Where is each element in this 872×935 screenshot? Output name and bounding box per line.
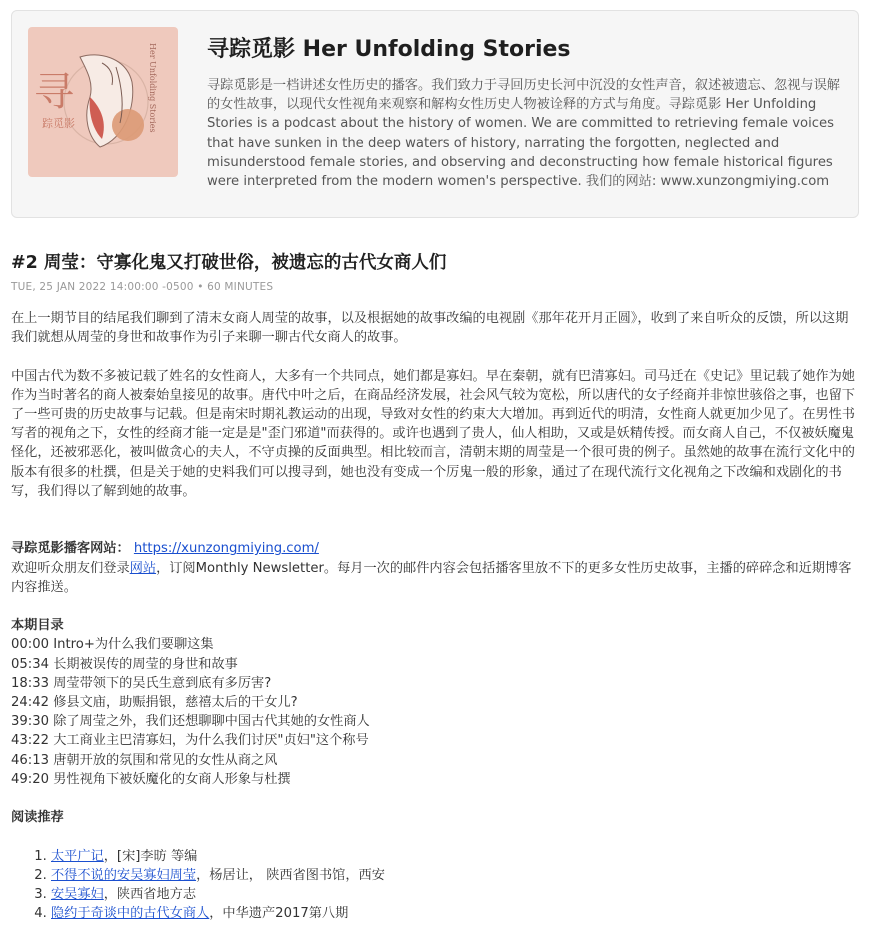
toc-item: 39:30 除了周莹之外，我们还想聊聊中国古代其她的女性商人 xyxy=(11,714,370,730)
reading-link[interactable]: 不得不说的安吴寡妇周莹 xyxy=(51,867,197,883)
newsletter-text-post: ，订阅Monthly Newsletter。每月一次的邮件内容会包括播客里放不下的更多女性历史故事，主播的碎碎念和近期博客内容推送。 xyxy=(11,560,852,595)
spacer xyxy=(11,501,856,539)
episode-paragraph-main: 中国古代为数不多被记载了姓名的女性商人，大多有一个共同点，她们都是寡妇。早在秦朝，就有巴清寡妇。司马迁在《史记》里记载了她作为她作为当时著名的商人被秦始皇接见的故事。唐代中叶之后，在商品经济发展，社会风气较为宽松，所以唐代的女子经商并非惊世骇俗之事，也留下了一些可贵的历史故事与记载。但是南宋时期礼教运动的出现，导致对女性的约束大大增加。再到近代的明清，女性商人就更加少见了。在男性书写者的视角之下，女性的经商才能一定是是"歪门邪道"而获得的。或许也遇到了贵人，仙人相助，又或是妖精传授。而女商人自己，不仅被妖魔鬼怪化，还被邪恶化，被叫做贪心的夫人，不守贞操的反面典型。相比较而言，清朝末期的周莹是一个很可贵的例子。虽然她的故事在流行文化中的版本有很多的杜撰，但是关于她的史料我们可以搜寻到，她也没有变成一个厉鬼一般的形象，通过了在现代流行文化视角之下改编和戏剧化的书写，我们得以了解到她的故事。 xyxy=(11,368,855,499)
reading-source: ，杨居让， 陕西省图书馆，西安 xyxy=(196,867,385,883)
toc-item: 24:42 修县文庙，助赈捐银，慈禧太后的干女儿? xyxy=(11,695,298,711)
episode-paragraph-intro: 在上一期节目的结尾我们聊到了清末女商人周莹的故事，以及根据她的故事改编的电视剧《那年花开月正圆》，收到了来自听众的反馈，所以这期我们就想从周莹的身世和故事作为引子来聊一聊古代女商人的故事。 xyxy=(11,311,849,346)
toc-item: 46:13 唐朝开放的氛围和常见的女性从商之风 xyxy=(11,752,278,768)
cover-sub-text: 踪觅影 xyxy=(42,117,75,130)
website-line xyxy=(11,539,856,558)
toc-item: 05:34 长期被误传的周莹的身世和故事 xyxy=(11,656,238,672)
reading-link[interactable]: 太平广记 xyxy=(51,848,104,864)
reading-source: ，中华遗产2017第八期 xyxy=(209,906,349,922)
episode-title: #2 周莹：守寡化鬼又打破世俗，被遗忘的古代女商人们 xyxy=(11,253,447,273)
website-label: 寻踪觅影播客网站： xyxy=(11,541,130,557)
toc-item: 18:33 周莹带领下的吴氏生意到底有多厉害? xyxy=(11,675,272,691)
reading-item xyxy=(51,885,856,904)
cover-big-char: 寻 xyxy=(34,69,74,115)
podcast-description: 寻踪觅影是一档讲述女性历史的播客。我们致力于寻回历史长河中沉没的女性声音，叙述被遗忘、忽视与误解的女性故事，以现代女性视角来观察和解构女性历史人物被诠释的方式与角度。寻踪觅影 Her Unfolding Stories is a podcast about the history of women. We are committed to retrieving female voices that have sunken in the deep waters of history, narrating the forgotten, neglected and misunderstood female stories, and observing and deconstructing how female historical figures were interpreted from the modern women's perspective. 我们的网站: www.xunzongmiying.com xyxy=(207,78,840,190)
cover-illustration xyxy=(28,27,178,177)
spacer xyxy=(11,347,856,366)
website-link[interactable]: https://xunzongmiying.com/ xyxy=(133,541,319,557)
spacer xyxy=(11,827,856,846)
reading-heading: 阅读推荐 xyxy=(11,810,64,826)
newsletter-line xyxy=(11,559,856,597)
reading-link[interactable]: 隐约于奇谈中的古代女商人 xyxy=(51,906,210,922)
newsletter-site-link[interactable]: 网站 xyxy=(129,560,157,576)
toc-item: 43:22 大工商业主巴清寡妇，为什么我们讨厌"贞妇"这个称号 xyxy=(11,733,369,749)
cover-vertical-text: Her Unfolding Stories xyxy=(148,43,157,133)
toc-item: 00:00 Intro+为什么我们要聊这集 xyxy=(11,637,214,653)
toc-heading: 本期目录 xyxy=(11,618,64,634)
podcast-cover-art[interactable] xyxy=(28,27,178,177)
spacer xyxy=(11,789,856,808)
episode-notes xyxy=(11,309,856,923)
episode-meta: TUE, 25 JAN 2022 14:00:00 -0500 • 60 MINUTES xyxy=(11,281,274,293)
reading-link[interactable]: 安吴寡妇 xyxy=(51,887,104,903)
spacer xyxy=(11,597,856,616)
newsletter-text-pre: 欢迎听众朋友们登录 xyxy=(11,560,130,576)
podcast-header xyxy=(11,10,859,218)
reading-item xyxy=(51,847,856,866)
reading-source: ，陕西省地方志 xyxy=(103,887,197,903)
reading-source: ，[宋]李昉 等编 xyxy=(103,848,198,864)
reading-item xyxy=(51,904,856,923)
toc-item: 49:20 男性视角下被妖魔化的女商人形象与杜撰 xyxy=(11,771,291,787)
reading-list xyxy=(11,847,856,924)
podcast-title: 寻踪觅影 Her Unfolding Stories xyxy=(207,37,571,62)
reading-item xyxy=(51,866,856,885)
